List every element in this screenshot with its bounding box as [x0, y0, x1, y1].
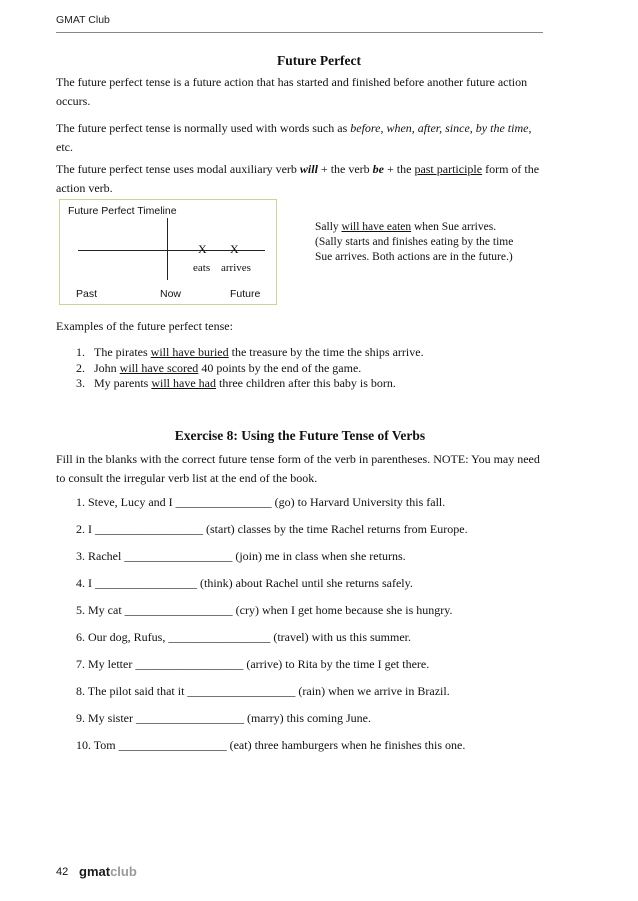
timeline-diagram: [59, 199, 277, 305]
list-item: 3. My parents will have had three children after this baby is born.: [76, 376, 396, 390]
example-sentence: Sally will have eaten when Sue arrives. (Sally starts and finishes eating by the time Sue arrives. Both actions are in the future.): [315, 221, 514, 263]
examples-list: [76, 345, 424, 392]
exercise-item: 10. Tom __________________ (eat) three hamburgers when he finishes this one.: [76, 738, 466, 752]
exercise-item: 5. My cat __________________ (cry) when I get home because she is hungry.: [76, 603, 453, 617]
keyword-past-participle: past participle: [414, 162, 483, 176]
timeline-label-eats: eats: [193, 262, 211, 274]
page-number: 42: [56, 866, 69, 878]
exercise-item: 6. Our dog, Rufus, _________________ (travel) with us this summer.: [76, 630, 411, 644]
exercise-item: 8. The pilot said that it __________________ (rain) when we arrive in Brazil.: [76, 684, 450, 698]
timeline-title: Future Perfect Timeline: [68, 205, 177, 217]
gmatclub-logo: gmatclub: [79, 864, 137, 879]
paragraph-structure: The future perfect tense uses modal auxiliary verb will + the verb be + the past participle form of the action verb.: [56, 162, 540, 195]
example-verb: will have eaten: [341, 221, 412, 233]
timeline-label-past: Past: [76, 288, 98, 300]
timeline-label-arrives: arrives: [221, 262, 251, 274]
exercise-item: 4. I _________________ (think) about Rachel until she returns safely.: [76, 576, 413, 590]
section-title: Future Perfect: [276, 53, 362, 68]
timeline-label-now: Now: [160, 288, 182, 300]
keyword-be: be: [372, 162, 384, 176]
exercise-title: Exercise 8: Using the Future Tense of Verbs: [174, 428, 426, 443]
list-item: 2. John will have scored 40 points by the end of the game.: [76, 360, 362, 375]
paragraph-usage: The future perfect tense is normally used with words such as before, when, after, since, by the time, etc.: [56, 121, 532, 154]
paragraph-definition: The future perfect tense is a future action that has started and finished before another future action occurs.: [56, 75, 528, 108]
running-header: GMAT Club: [56, 14, 110, 26]
example-note: (Sally starts and finishes eating by the time Sue arrives. Both actions are in the future.): [315, 236, 514, 263]
timeline-mark-eats: X: [198, 242, 207, 256]
list-item: 1. The pirates will have buried the treasure by the time the ships arrive.: [76, 345, 424, 359]
exercise-item: 3. Rachel __________________ (join) me in class when she returns.: [76, 549, 406, 563]
exercise-instructions: Fill in the blanks with the correct future tense form of the verb in parentheses. NOTE: You may need to consult the irregular verb list at the end of the book.: [56, 452, 540, 485]
exercise-item: 7. My letter __________________ (arrive) to Rita by the time I get there.: [76, 657, 430, 671]
keyword-will: will: [299, 162, 318, 176]
exercise-item: 9. My sister __________________ (marry) this coming June.: [76, 711, 371, 725]
timeline-label-future: Future: [230, 288, 261, 300]
exercise-item: 2. I __________________ (start) classes by the time Rachel returns from Europe.: [76, 522, 468, 536]
examples-intro: Examples of the future perfect tense:: [56, 319, 233, 333]
signal-words: before, when, after, since, by the time: [350, 121, 529, 135]
timeline-now-marker: [167, 218, 168, 280]
timeline-mark-arrives: X: [230, 242, 239, 256]
exercise-item: 1. Steve, Lucy and I ________________ (go) to Harvard University this fall.: [76, 495, 446, 509]
header-divider: [56, 32, 543, 33]
